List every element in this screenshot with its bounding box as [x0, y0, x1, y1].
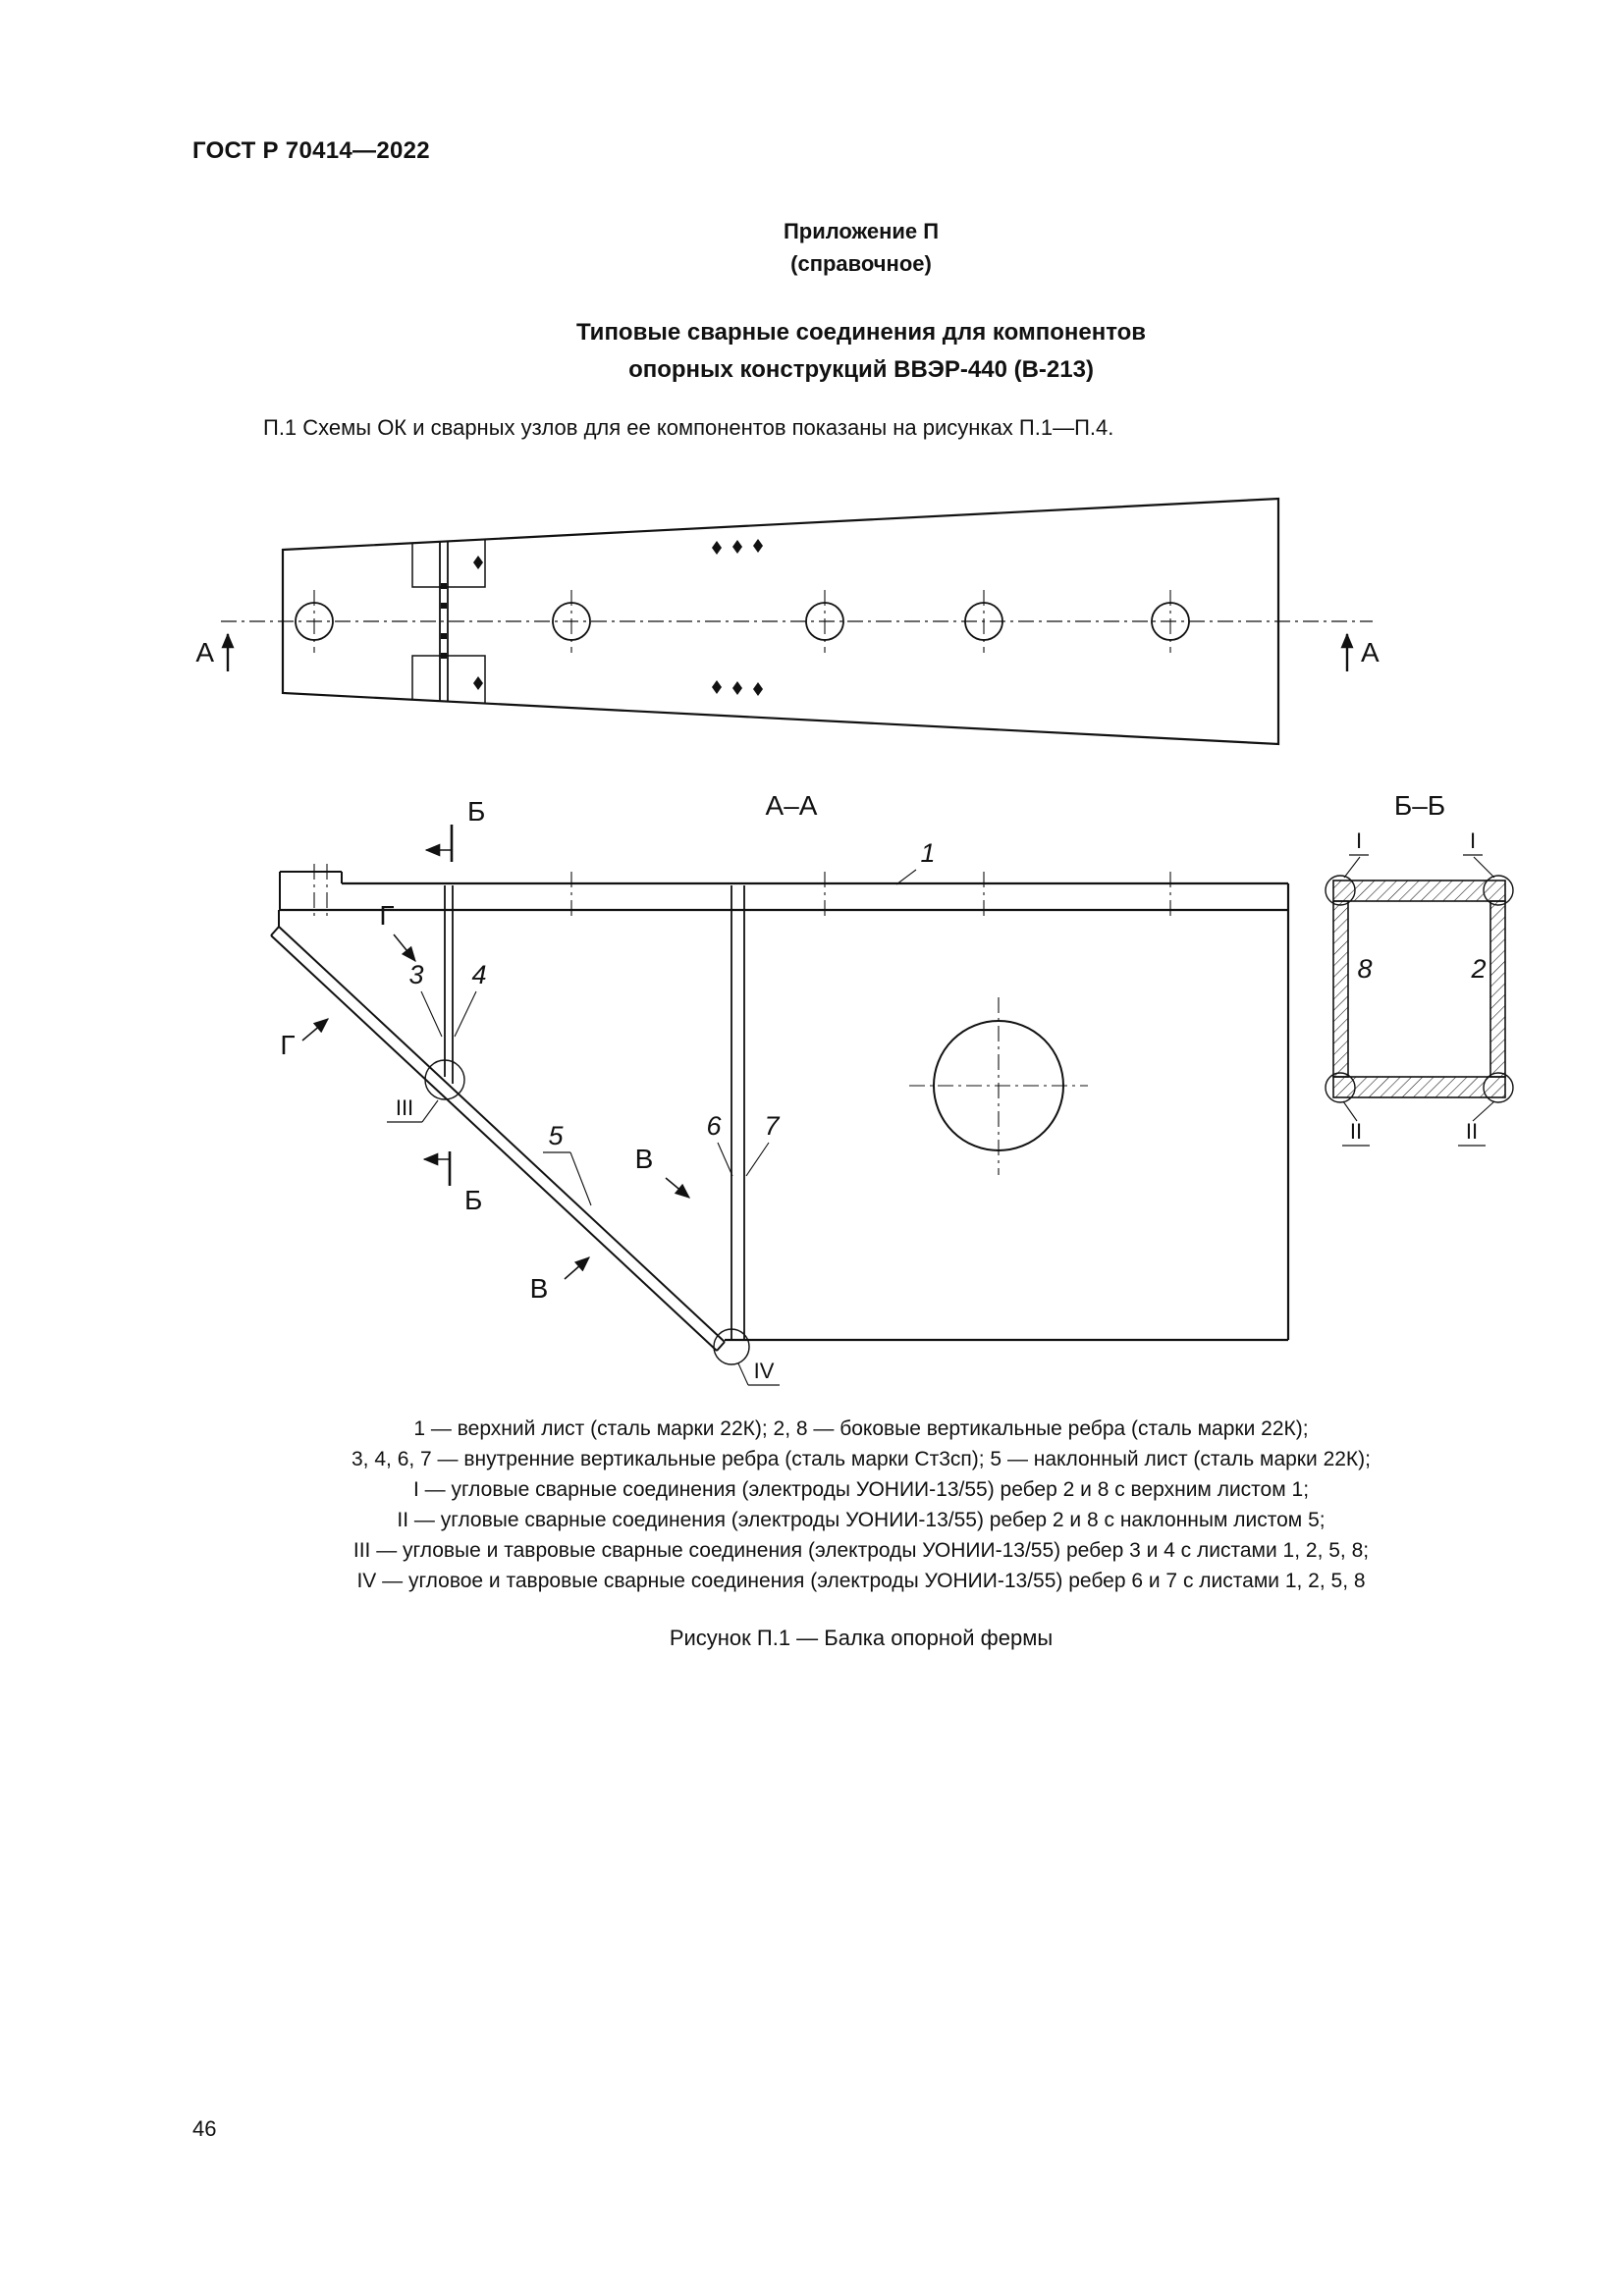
section-label-b-bottom: Б [464, 1185, 483, 1215]
weld-detail-iv [714, 1329, 780, 1385]
section-aa-view [271, 790, 1288, 1385]
legend-line: II — угловые сварные соединения (электроды УОНИИ-13/55) ребер 2 и 8 с наклонным листом 5; [397, 1509, 1326, 1531]
section-label-a-left: А [195, 637, 214, 667]
appendix-title [98, 215, 1624, 280]
part-label-7: 7 [764, 1111, 780, 1141]
page-number: 46 [192, 2116, 217, 2141]
view-label-v-top: В [634, 1144, 654, 1174]
weld-label-iv: IV [753, 1359, 775, 1383]
appendix-heading-line1: Типовые сварные соединения для компонентов [575, 319, 1147, 346]
intro-paragraph: П.1 Схемы ОК и сварных узлов для ее компонентов показаны на рисунках П.1—П.4. [263, 415, 1114, 440]
legend-line: 3, 4, 6, 7 — внутренние вертикальные ребра (сталь марки Ст3сп); 5 — наклонный лист (сталь марки 22К); [352, 1448, 1371, 1470]
section-label-b-top: Б [467, 796, 486, 827]
figure-legend [98, 1414, 1624, 1596]
legend-line: III — угловые и тавровые сварные соединения (электроды УОНИИ-13/55) ребер 3 и 4 с листами 1, 2, 5, 8; [352, 1539, 1370, 1562]
section-bb-view [1326, 790, 1513, 1146]
part-label-8: 8 [1357, 954, 1373, 984]
part-labels-aa [408, 838, 935, 1205]
doc-standard-number: ГОСТ Р 70414—2022 [192, 137, 430, 164]
top-flange-section [1333, 881, 1505, 901]
part-label-1: 1 [920, 838, 936, 868]
part-label-4: 4 [471, 960, 487, 989]
view-v-marks [530, 1144, 689, 1304]
box-section [1326, 876, 1513, 1102]
part-label-2: 2 [1471, 954, 1487, 984]
weld-label-ii-right: II [1465, 1119, 1479, 1144]
legend-line: IV — угловое и тавровые сварные соединения (электроды УОНИИ-13/55) ребер 6 и 7 с листами 1, 2, 5, 8 [356, 1570, 1366, 1592]
weld-label-i-right: I [1469, 828, 1477, 853]
weld-label-ii-left: II [1349, 1119, 1363, 1144]
appendix-label: Приложение П [783, 219, 940, 243]
weld-label-iii: III [395, 1095, 414, 1120]
inclined-sheet [271, 910, 725, 1351]
view-label-g-bottom: Г [280, 1030, 296, 1060]
appendix-heading [98, 314, 1624, 389]
web-plate [725, 883, 1288, 1340]
section-b-marks [424, 796, 485, 1215]
section-a-marks [195, 634, 1380, 671]
section-title-aa: А–А [765, 790, 818, 821]
view-label-v-bottom: В [529, 1273, 549, 1304]
legend-line: I — угловые сварные соединения (электроды УОНИИ-13/55) ребер 2 и 8 с верхним листом 1; [412, 1478, 1310, 1501]
part-label-6: 6 [706, 1111, 722, 1141]
figure-p1-drawing [137, 471, 1591, 1414]
appendix-type: (справочное) [790, 251, 932, 276]
appendix-heading-line2: опорных конструкций ВВЭР-440 (В-213) [628, 356, 1094, 383]
figure-caption: Рисунок П.1 — Балка опорной фермы [669, 1626, 1054, 1650]
part-label-5: 5 [548, 1121, 564, 1150]
section-title-bb: Б–Б [1393, 790, 1446, 821]
weld-label-i-left: I [1355, 828, 1363, 853]
section-label-a-right: А [1361, 637, 1380, 667]
bottom-flange-section [1333, 1077, 1505, 1097]
plan-weld-marks [473, 539, 763, 696]
right-rib-section [1490, 901, 1505, 1077]
legend-line: 1 — верхний лист (сталь марки 22К); 2, 8 — боковые вертикальные ребра (сталь марки 22К); [413, 1417, 1309, 1440]
ribs-6-7 [731, 885, 744, 1340]
view-label-g-top: Г [379, 900, 395, 931]
ribs-3-4 [445, 885, 453, 1084]
left-rib-section [1333, 901, 1348, 1077]
plan-view [195, 499, 1380, 744]
top-plate [280, 864, 1288, 921]
part-label-3: 3 [408, 960, 424, 989]
